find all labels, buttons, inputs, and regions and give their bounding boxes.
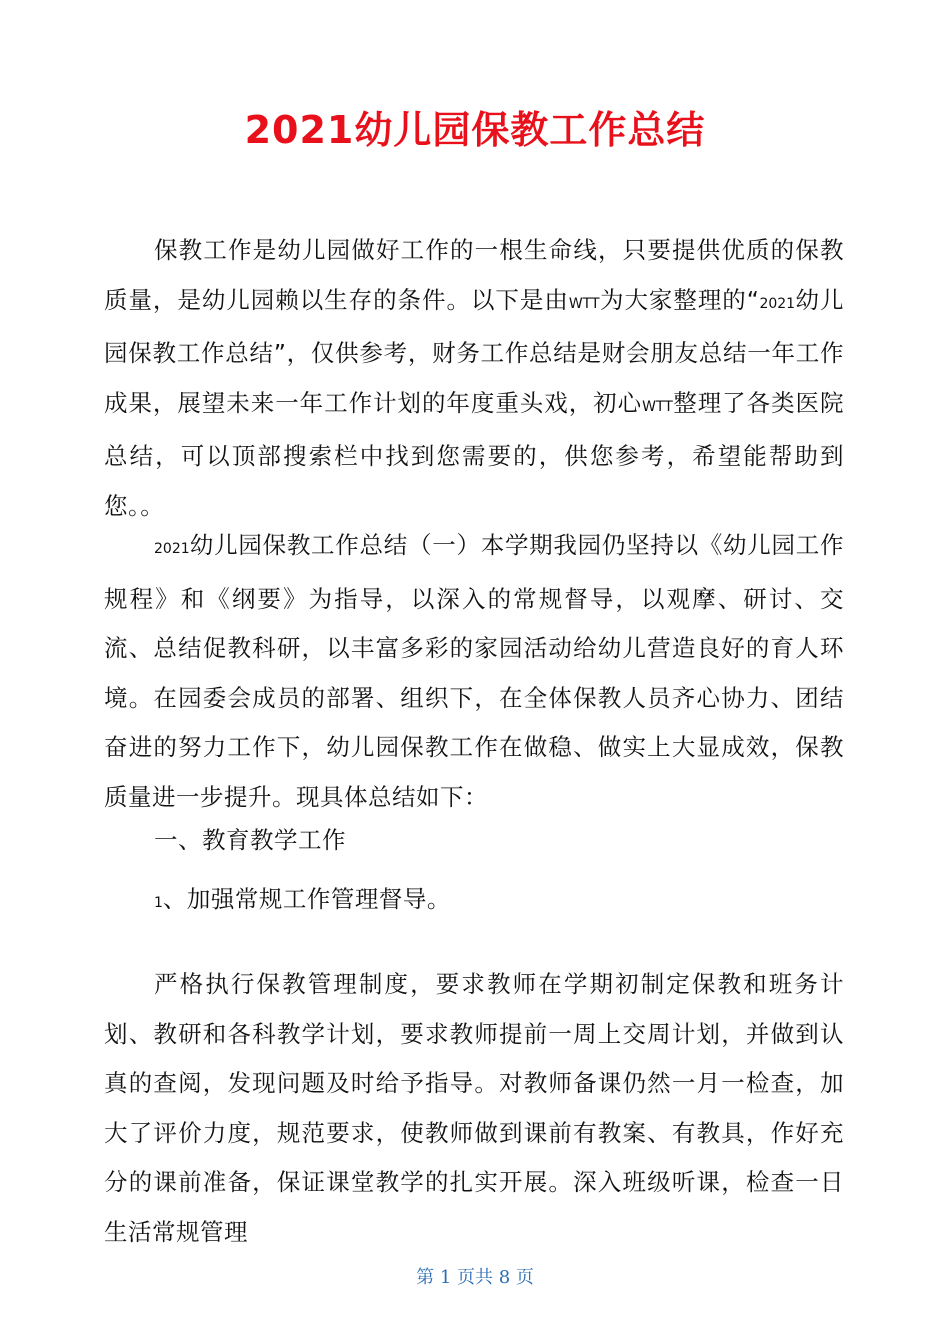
intro-paragraph — [104, 226, 844, 531]
management-paragraph: 严格执行保教管理制度，要求教师在学期初制定保教和班务计划、教研和各科教学计划，要求教师提前一周上交周计划，并做到认真的查阅，发现问题及时给予指导。对教师备课仍然一月一检查，加大了评价力度，规范要求，使教师做到课前有教案、有教具，作好充分的课前准备，保证课堂教学的扎实开展。深入班级听课，检查一日生活常规管理 — [104, 970, 844, 1246]
intro-text-b: 为大家整理的“ — [599, 285, 760, 314]
intro-text-a: 保教工作是幼儿园做好工作的一根生命线，只要提供优质的保教质量，是幼儿园赖以生存的条件。以下是由 — [104, 236, 844, 314]
subsection-text: 、加强常规工作管理督导。 — [162, 885, 451, 913]
intro-text-d: 整理了各类医院总结，可以顶部搜索栏中找到您需要的，供您参考，希望能帮助到您。。 — [104, 388, 845, 520]
subsection-number: 1 — [154, 895, 163, 911]
summary-paragraph — [104, 521, 844, 822]
intro-text-c: 幼儿园保教工作总结”，仅供参考，财务工作总结是财会朋友总结一年工作成果，展望未来一年工作计划的年度重头戏，初心 — [104, 285, 845, 417]
intro-wtt-2: WTT — [642, 398, 673, 415]
document-title: 2021幼儿园保教工作总结 — [244, 108, 706, 152]
summary-text: 幼儿园保教工作总结（一）本学期我园仍坚持以《幼儿园工作规程》和《纲要》为指导，以深入的常规督导，以观摩、研讨、交流、总结促教科研，以丰富多彩的家园活动给幼儿营造良好的育人环境。在园委会成员的部署、组织下，在全体保教人员齐心协力、团结奋进的努力工作下，幼儿园保教工作在做稳、做实上大显成效，保教质量进一步提升。现具体总结如下： — [104, 531, 844, 811]
intro-wtt-1: WTT — [568, 295, 600, 312]
section-heading: 一、教育教学工作 — [154, 826, 346, 854]
subsection-heading — [104, 875, 844, 929]
summary-year: 2021 — [154, 541, 190, 557]
page-number-footer: 第 1 页共 8 页 — [416, 1267, 534, 1288]
intro-year: 2021 — [759, 295, 796, 312]
